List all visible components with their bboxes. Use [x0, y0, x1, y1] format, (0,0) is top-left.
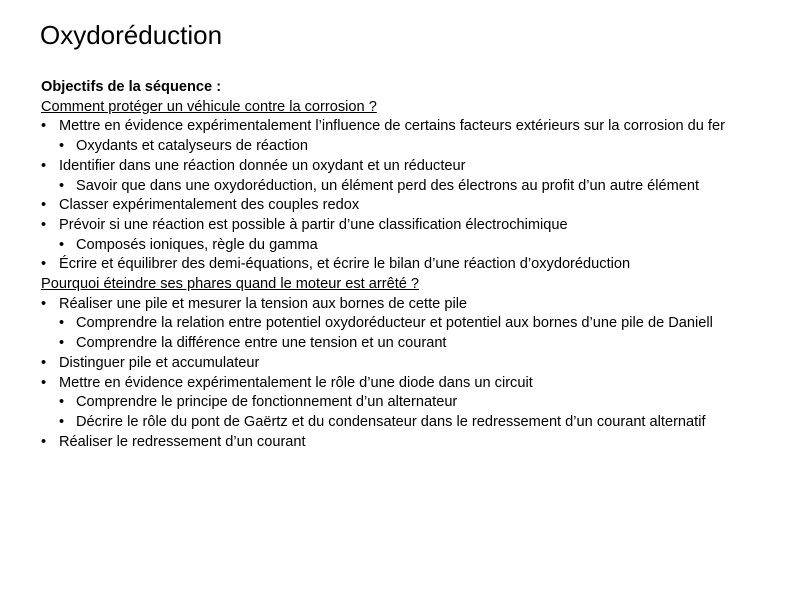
section-question: Pourquoi éteindre ses phares quand le moteur est arrêté ? [41, 276, 420, 293]
bullet-icon: • [59, 413, 65, 430]
bullet-icon: • [41, 354, 47, 371]
bullet-icon: • [59, 138, 65, 155]
slide-title: Oxydoréduction [40, 20, 223, 50]
bullet-icon: • [41, 433, 47, 450]
bullet-item [41, 354, 791, 374]
sub-bullet-item [41, 413, 791, 433]
bullet-text: Mettre en évidence expérimentalement le rôle d’une diode dans un circuit [59, 374, 533, 391]
section-question: Comment protéger un véhicule contre la corrosion ? [41, 98, 377, 115]
sub-bullet-item [41, 177, 791, 197]
bullet-text: Distinguer pile et accumulateur [59, 354, 260, 371]
bullet-item [41, 196, 791, 216]
bullet-item [41, 433, 791, 453]
bullet-text: Prévoir si une réaction est possible à partir d’une classification électrochimique [59, 216, 568, 233]
bullet-text: Comprendre le principe de fonctionnement d’un alternateur [76, 394, 458, 411]
bullet-text: Décrire le rôle du pont de Gaërtz et du condensateur dans le redressement d’un courant alternatif [76, 413, 706, 430]
objectives-heading: Objectifs de la séquence : [41, 79, 222, 95]
bullet-icon: • [41, 216, 47, 233]
bullet-text: Savoir que dans une oxydoréduction, un élément perd des électrons au profit d’un autre élément [76, 177, 700, 194]
bullet-item [41, 374, 791, 394]
bullet-item [41, 216, 791, 236]
bullet-text: Classer expérimentalement des couples redox [59, 197, 360, 214]
bullet-icon: • [59, 335, 65, 352]
bullet-text: Oxydants et catalyseurs de réaction [76, 138, 308, 155]
sub-bullet-item [41, 334, 791, 354]
slide-content [41, 78, 791, 452]
bullet-text: Identifier dans une réaction donnée un oxydant et un réducteur [59, 157, 466, 174]
bullet-item [41, 255, 791, 275]
bullet-text: Composés ioniques, règle du gamma [76, 236, 318, 253]
bullet-icon: • [41, 374, 47, 391]
sub-bullet-item [41, 314, 791, 334]
bullet-text: Réaliser le redressement d’un courant [59, 433, 306, 450]
bullet-text: Écrire et équilibrer des demi-équations, et écrire le bilan d’une réaction d’oxydoréduction [59, 256, 631, 273]
bullet-icon: • [41, 256, 47, 273]
sub-bullet-item [41, 137, 791, 157]
bullet-icon: • [59, 315, 65, 332]
sub-bullet-item [41, 393, 791, 413]
bullet-item [41, 295, 791, 315]
bullet-icon: • [41, 295, 47, 312]
bullet-icon: • [41, 157, 47, 174]
bullet-icon: • [41, 118, 47, 135]
bullet-text: Comprendre la différence entre une tension et un courant [76, 335, 447, 352]
bullet-icon: • [59, 236, 65, 253]
bullet-text: Mettre en évidence expérimentalement l’influence de certains facteurs extérieurs sur la corrosion du fer [59, 118, 725, 135]
sub-bullet-item [41, 236, 791, 256]
bullet-icon: • [59, 177, 65, 194]
bullet-icon: • [41, 197, 47, 214]
bullet-text: Comprendre la relation entre potentiel oxydoréducteur et potentiel aux bornes d’une pile de Daniell [76, 315, 713, 332]
bullet-icon: • [59, 394, 65, 411]
bullet-text: Réaliser une pile et mesurer la tension aux bornes de cette pile [59, 295, 468, 312]
bullet-item [41, 117, 791, 137]
bullet-item [41, 157, 791, 177]
